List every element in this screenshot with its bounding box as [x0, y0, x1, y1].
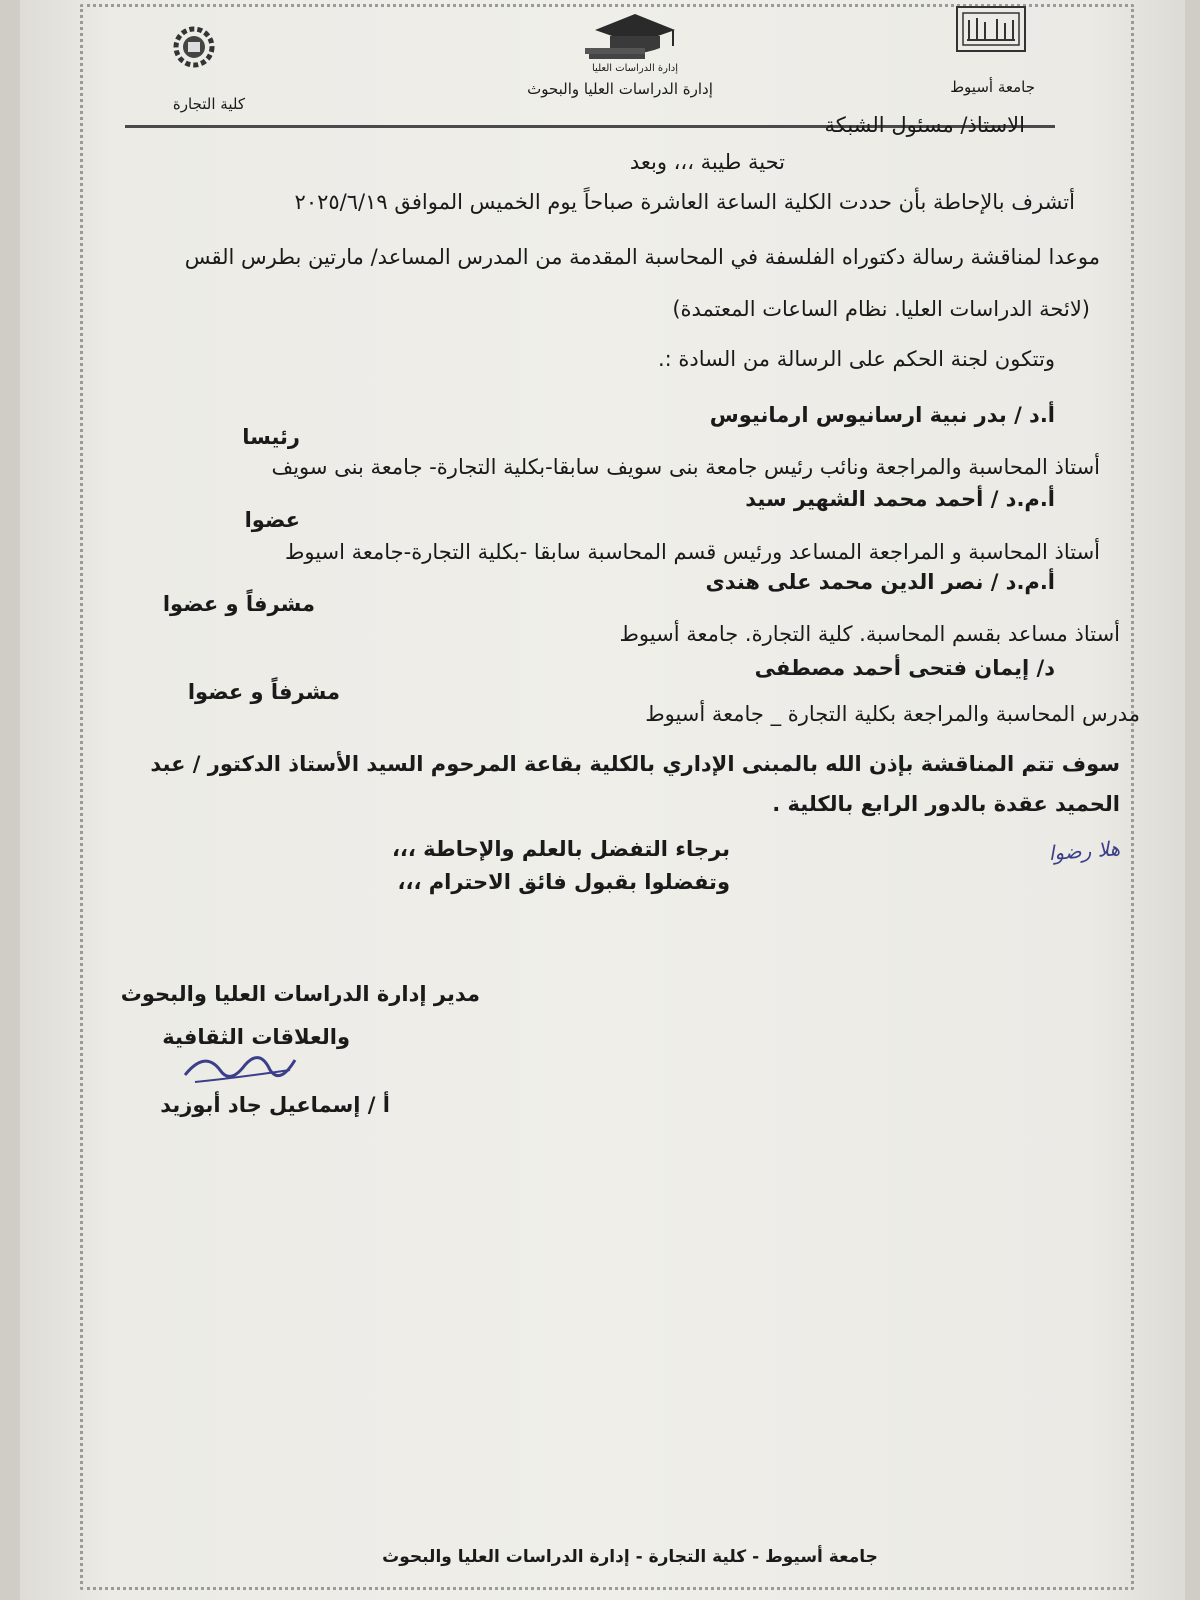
- signatory-title-1: مدير إدارة الدراسات العليا والبحوث: [120, 982, 480, 1006]
- logo-caption: إدارة الدراسات العليا: [592, 63, 678, 74]
- member-title-3: أستاذ مساعد بقسم المحاسبة. كلية التجارة. جامعة أسيوط: [619, 622, 1120, 646]
- member-title-1: أستاذ المحاسبة والمراجعة ونائب رئيس جامعة بنى سويف سابقا-بكلية التجارة- جامعة بنى سويف: [271, 455, 1100, 479]
- member-role-3: مشرفاً و عضوا: [162, 592, 315, 616]
- member-title-2: أستاذ المحاسبة و المراجعة المساعد ورئيس قسم المحاسبة سابقا -بكلية التجارة-جامعة اسيوط: [284, 540, 1100, 564]
- member-role-2: عضوا: [244, 508, 300, 532]
- university-name: جامعة أسيوط: [950, 78, 1035, 96]
- member-name-2: أ.م.د / أحمد محمد الشهير سيد: [745, 487, 1055, 511]
- venue-line-2: الحميد عقدة بالدور الرابع بالكلية .: [772, 792, 1120, 816]
- faculty-name: كلية التجارة: [172, 95, 245, 113]
- signatory-title-2: والعلاقات الثقافية: [162, 1025, 350, 1049]
- member-role-1: رئيسا: [242, 425, 300, 449]
- signatory-name: أ / إسماعيل جاد أبوزيد: [160, 1093, 390, 1117]
- member-name-3: أ.م.د / نصر الدين محمد على هندى: [705, 570, 1055, 594]
- department-name: إدارة الدراسات العليا والبحوث: [527, 80, 713, 98]
- footer-text: جامعة أسيوط - كلية التجارة - إدارة الدراسات العليا والبحوث: [382, 1547, 878, 1567]
- member-title-4: مدرس المحاسبة والمراجعة بكلية التجارة _ جامعة أسيوط: [645, 702, 1140, 726]
- closing-line-2: وتفضلوا بقبول فائق الاحترام ،،،: [397, 870, 730, 894]
- committee-intro: وتتكون لجنة الحكم على الرسالة من السادة :.: [658, 347, 1055, 371]
- closing-line-1: برجاء التفضل بالعلم والإحاطة ،،،: [391, 837, 730, 861]
- university-logo-icon: [955, 4, 1027, 54]
- intro-line-2: موعدا لمناقشة رسالة دكتوراه الفلسفة في المحاسبة المقدمة من المدرس المساعد/ مارتين بطرس القس: [184, 245, 1100, 269]
- venue-line-1: سوف تتم المناقشة بإذن الله بالمبنى الإداري بالكلية بقاعة المرحوم السيد الأستاذ الدكتور / عبد: [150, 752, 1120, 776]
- faculty-gear-logo-icon: [162, 22, 226, 72]
- member-name-1: أ.د / بدر نبية ارسانيوس ارمانيوس: [709, 403, 1055, 427]
- handwritten-note: هلا رضوا: [1047, 836, 1121, 866]
- recipient-line: الاستاذ/ مسئول الشبكة: [824, 113, 1025, 137]
- intro-line-1: أتشرف بالإحاطة بأن حددت الكلية الساعة العاشرة صباحاً يوم الخميس الموافق ٢٠٢٥/٦/١٩: [294, 190, 1075, 214]
- greeting-line: تحية طيبة ،،، وبعد: [629, 150, 785, 174]
- member-role-4: مشرفاً و عضوا: [187, 680, 340, 704]
- letter-paper: [20, 0, 1185, 1600]
- handwritten-signature: [175, 1040, 305, 1100]
- graduation-cap-icon: [575, 8, 695, 64]
- member-name-4: د/ إيمان فتحى أحمد مصطفى: [754, 656, 1055, 680]
- intro-line-3: (لائحة الدراسات العليا. نظام الساعات المعتمدة): [672, 297, 1090, 321]
